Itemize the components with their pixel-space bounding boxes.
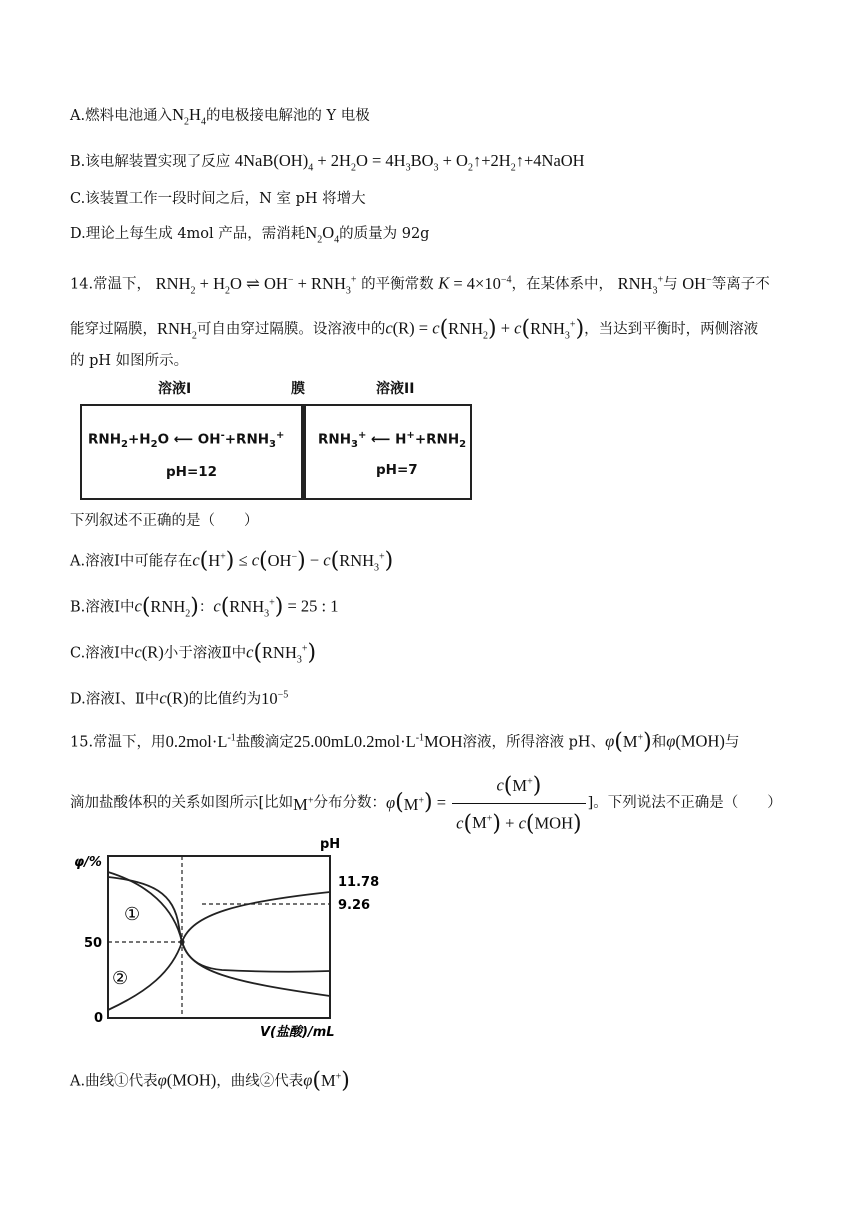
curve-1-label: ① <box>124 904 141 925</box>
equilibrium-2: $RNH_3^+$ ⟵ $H^++RNH_2$ <box>318 430 467 451</box>
q14-stem-line3: 的 pH 如图所示。 <box>70 353 189 369</box>
stem-text: 溶液，所得溶液 pH、 <box>462 734 606 751</box>
stem-text: 盐酸滴定 <box>235 734 294 751</box>
option-text: D.溶液Ⅰ、Ⅱ中 <box>70 691 160 708</box>
membrane-label: 膜 <box>291 381 305 397</box>
ph-high-label: 11.78 <box>338 875 380 890</box>
stem-text: 的平衡常数 <box>361 276 434 293</box>
stem-text: 可自由穿过隔膜。设溶液中的 <box>196 321 386 338</box>
q14-stem-line2: 能穿过隔膜，$RNH_2$可自由穿过隔膜。设溶液中的$c(R) = c(RNH_2) + c(RNH_3^+)$，当达到平衡时，两侧溶液 <box>70 316 759 342</box>
q15-stem-line1: 15.常温下，用$0.2mol\cdot L^{-1}$盐酸滴定$25.00mL0.2mol\cdot L^{-1}MOH$溶液，所得溶液 pH、φ(M+)和φ(MOH)与 <box>70 729 740 755</box>
curve-2 <box>108 892 330 1010</box>
stem-text: ]。下列说法不正确是（ ） <box>587 795 782 811</box>
titration-figure <box>62 832 402 1044</box>
q13-option-b: B.该电解装置实现了反应 $4NaB(OH)_4 + 2H_2O = 4H_3BO_3$ + $O_2↑+2H_2↑+4NaOH$ <box>70 151 585 174</box>
option-text: 小于溶液Ⅱ中 <box>163 645 247 662</box>
stem-text: ，当达到平衡时，两侧溶液 <box>584 321 759 338</box>
membrane-figure <box>80 378 472 500</box>
option-text: 的质量为 92g <box>339 226 430 242</box>
q14-question: 下列叙述不正确的是（ ） <box>70 513 259 529</box>
stem-text: 14.常温下， <box>70 276 152 293</box>
stem-text: 等离子不 <box>711 276 770 293</box>
ph-mid-label: 9.26 <box>338 898 371 913</box>
stem-text: 和 <box>651 734 667 751</box>
q14-option-d: D.溶液Ⅰ、Ⅱ中c(R)的比值约为$10^{-5}$ <box>70 688 289 708</box>
option-text: B.该电解装置实现了反应 <box>70 154 231 170</box>
solution-2-label: 溶液II <box>376 381 415 397</box>
tick-0: 0 <box>94 1011 104 1026</box>
container-box <box>80 404 472 500</box>
q14-option-c: C.溶液Ⅰ中c(R)小于溶液Ⅱ中$c(RNH_3^+)$ <box>70 640 317 666</box>
distribution-fraction: $\frac{c(M^+)}{c(M^+) + c(MOH)}$ <box>452 768 585 838</box>
ph-label-1: pH=12 <box>166 464 218 480</box>
stem-text: 滴加盐酸体积的关系如图所示[比如 <box>70 795 294 811</box>
option-text: 的比值约为 <box>188 691 262 708</box>
option-text: ，曲线②代表 <box>216 1073 304 1090</box>
option-text: A.燃料电池通入 <box>70 108 173 124</box>
stem-text: 分布分数： <box>313 795 386 811</box>
x-axis-label: V(盐酸)/mL <box>260 1025 335 1040</box>
q13-option-c: C.该装置工作一段时间之后，N 室 pH 将增大 <box>70 191 366 207</box>
stem-text: 能穿过隔膜， <box>70 321 157 338</box>
option-text: B.溶液Ⅰ中 <box>70 599 135 616</box>
option-text: A.溶液Ⅰ中可能存在 <box>70 553 193 570</box>
q15-stem-line2: 滴加盐酸体积的关系如图所示[比如M+分布分数：φ(M+) = $\frac{c(M^+)}{c(M^+) + c(MOH)}$ ]。下列说法不正确是（ ） <box>70 768 782 838</box>
q15-option-a: A.曲线①代表φ(MOH)，曲线②代表φ(M+) <box>70 1068 350 1094</box>
q13-option-a: A.燃料电池通入$N_2H_4$的电极接电解池的 Y 电极 <box>70 105 370 128</box>
ph-label-2: pH=7 <box>376 462 418 478</box>
q14-option-b: B.溶液Ⅰ中$c(RNH_2)$：$c(RNH_3^+) = 25$ : 1 <box>70 594 339 620</box>
curve-2-label: ② <box>112 968 129 989</box>
solution-1-label: 溶液I <box>158 381 192 397</box>
equilibrium-1: $RNH_2+H_2O$ ⟵ $OH^-+RNH_3^+$ <box>88 430 285 451</box>
stem-text: ，在某体系中， <box>511 276 614 293</box>
stem-text: 与 <box>663 276 678 293</box>
q14-option-a: A.溶液Ⅰ中可能存在$c(H^+) \le c(OH^-) - c(RNH_3^+)$ <box>70 548 394 574</box>
y-axis-label: φ/% <box>74 855 102 870</box>
stem-text: 与 <box>724 734 740 751</box>
q13-option-d: D.理论上每生成 4mol 产品，需消耗$N_2O_4$的质量为 92g <box>70 223 430 246</box>
membrane-divider <box>301 404 306 500</box>
q14-stem-line1: 14.常温下， $RNH_2 + H_2O$ ⇌ $OH^- + RNH_3^+$ 的平衡常数 $K = 4\times 10^{-4}$，在某体系中， $RNH_3^+$与 OH−等离子不 <box>70 273 770 296</box>
option-text: A.曲线①代表 <box>70 1073 158 1090</box>
curve-1 <box>108 872 330 996</box>
tick-50: 50 <box>84 936 103 951</box>
intersection-point <box>179 939 184 944</box>
stem-text: 15.常温下，用 <box>70 734 166 751</box>
plot-frame <box>108 856 330 1018</box>
y2-axis-label: pH <box>320 837 341 852</box>
option-text: 的电极接电解池的 Y 电极 <box>205 108 370 124</box>
ph-curve <box>108 877 330 972</box>
option-text: D.理论上每生成 4mol 产品，需消耗 <box>70 226 306 242</box>
option-text: C.溶液Ⅰ中 <box>70 645 135 662</box>
